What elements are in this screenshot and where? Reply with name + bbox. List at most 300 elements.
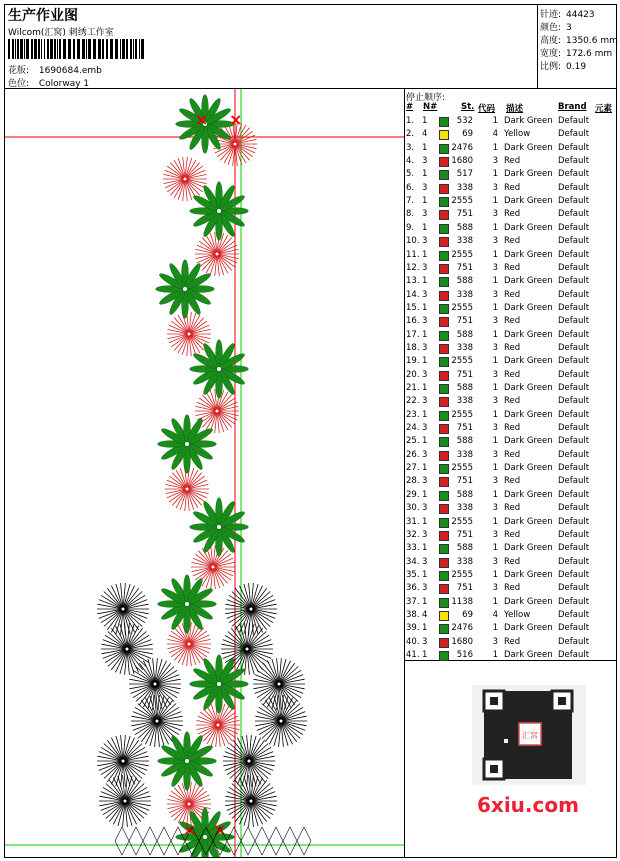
barcode-bar [12, 39, 14, 59]
page-title: 生产作业图 [8, 8, 78, 24]
barcode-bar [120, 39, 121, 59]
design-file-value: 1690684.emb [38, 66, 102, 76]
row-needle: 4 [422, 129, 428, 140]
col-index: # [406, 102, 414, 112]
color-swatch [439, 611, 449, 621]
row-needle: 3 [422, 583, 428, 594]
red-x-mark: × [183, 820, 197, 839]
spec-value: 1350.6 mm [566, 36, 618, 46]
row-code: 1 [492, 302, 498, 313]
row-brand: Default [558, 463, 590, 474]
row-description: Dark Green [504, 463, 553, 474]
row-brand: Default [558, 342, 590, 353]
row-stitches: 338 [456, 342, 473, 353]
row-description: Red [504, 449, 521, 460]
company-name: Wilcom(汇窝) 刺绣工作室 [8, 28, 114, 38]
barcode-bar [54, 39, 56, 59]
row-brand: Default [558, 316, 590, 327]
row-code: 4 [492, 129, 498, 140]
embroidery-design-drawing [5, 89, 404, 857]
barcode-bar [110, 39, 113, 59]
row-needle: 4 [422, 609, 428, 620]
row-index: 6. [406, 182, 415, 193]
row-needle: 3 [422, 342, 428, 353]
row-description: Dark Green [504, 489, 553, 500]
row-code: 3 [492, 529, 498, 540]
color-swatch [439, 624, 449, 634]
row-stitches: 2476 [451, 623, 473, 634]
green-leaf-flower [190, 498, 249, 557]
stop-list-row [405, 355, 616, 368]
row-code: 1 [492, 463, 498, 474]
row-code: 1 [492, 650, 498, 660]
row-brand: Default [558, 383, 590, 393]
stop-list-row [405, 502, 616, 515]
row-needle: 3 [422, 423, 428, 434]
barcode-bar [88, 39, 91, 59]
barcode-bar [17, 39, 19, 59]
row-description: Red [504, 636, 521, 647]
row-brand: Default [558, 116, 590, 126]
stop-list-header [405, 102, 616, 114]
row-description: Red [504, 529, 521, 540]
row-brand: Default [558, 583, 590, 594]
row-brand: Default [558, 196, 590, 207]
row-index: 22. [406, 396, 420, 407]
color-swatch [439, 598, 449, 608]
row-brand: Default [558, 182, 590, 193]
row-stitches: 751 [456, 583, 473, 594]
row-index: 21. [406, 383, 420, 393]
row-code: 1 [492, 543, 498, 554]
red-x-mark: × [229, 110, 243, 129]
green-leaf-flower [190, 340, 249, 399]
row-needle: 1 [422, 356, 428, 367]
stop-list-row [405, 155, 616, 168]
color-swatch [439, 558, 449, 568]
row-stitches: 2555 [451, 356, 473, 367]
row-needle: 1 [422, 623, 428, 634]
row-code: 3 [492, 556, 498, 567]
col-brand: Brand [558, 102, 587, 112]
row-description: Dark Green [504, 596, 553, 607]
barcode-bar [50, 39, 53, 59]
row-index: 39. [406, 623, 420, 634]
row-code: 3 [492, 156, 498, 167]
row-description: Red [504, 156, 521, 167]
row-index: 2. [406, 129, 415, 140]
stop-list-row [405, 128, 616, 141]
barcode-bar [73, 39, 75, 59]
stop-list-row [405, 516, 616, 529]
row-stitches: 751 [456, 209, 473, 220]
barcode-bar [24, 39, 25, 59]
stop-list-row [405, 182, 616, 195]
row-code: 3 [492, 476, 498, 487]
colorway-value: Colorway 1 [38, 79, 90, 89]
row-index: 38. [406, 609, 420, 620]
row-brand: Default [558, 209, 590, 220]
row-code: 3 [492, 583, 498, 594]
col-stitches: St. [461, 102, 475, 112]
row-needle: 1 [422, 222, 428, 233]
color-swatch [439, 304, 449, 314]
barcode-bar [44, 39, 45, 59]
row-brand: Default [558, 503, 590, 514]
row-code: 3 [492, 342, 498, 353]
green-leaf-flower [190, 182, 249, 241]
row-brand: Default [558, 529, 590, 540]
color-swatch [439, 651, 449, 661]
stop-list-row [405, 115, 616, 128]
row-brand: Default [558, 623, 590, 634]
row-stitches: 751 [456, 262, 473, 273]
row-needle: 1 [422, 249, 428, 260]
row-brand: Default [558, 636, 590, 647]
row-index: 26. [406, 449, 420, 460]
row-stitches: 751 [456, 369, 473, 380]
spec-value: 0.19 [566, 62, 587, 72]
row-brand: Default [558, 516, 590, 527]
row-description: Red [504, 423, 521, 434]
barcode-bar [133, 39, 134, 59]
row-needle: 1 [422, 116, 428, 126]
spec-label: 高度: [540, 36, 562, 46]
red-starburst [165, 467, 209, 511]
row-code: 1 [492, 596, 498, 607]
color-swatch [439, 424, 449, 434]
color-swatch [439, 251, 449, 261]
stop-list-row [405, 142, 616, 155]
stop-list-row [405, 596, 616, 609]
col-description: 描述 [506, 104, 524, 114]
row-code: 1 [492, 276, 498, 287]
stop-list-row [405, 556, 616, 569]
barcode-bar [86, 39, 87, 59]
row-description: Red [504, 396, 521, 407]
row-brand: Default [558, 556, 590, 567]
row-description: Dark Green [504, 222, 553, 233]
row-index: 16. [406, 316, 420, 327]
row-description: Dark Green [504, 116, 553, 126]
row-stitches: 1680 [451, 156, 473, 167]
row-brand: Default [558, 169, 590, 180]
row-index: 11. [406, 249, 420, 260]
row-stitches: 751 [456, 476, 473, 487]
red-x-mark: × [213, 820, 227, 839]
row-description: Red [504, 236, 521, 247]
row-stitches: 2476 [451, 142, 473, 153]
row-description: Red [504, 262, 521, 273]
color-swatch [439, 504, 449, 514]
row-description: Red [504, 369, 521, 380]
row-stitches: 338 [456, 236, 473, 247]
stop-list-row [405, 395, 616, 408]
embroidery-preview [5, 89, 405, 857]
row-brand: Default [558, 396, 590, 407]
color-swatch [439, 344, 449, 354]
row-stitches: 338 [456, 396, 473, 407]
row-code: 1 [492, 249, 498, 260]
row-needle: 1 [422, 543, 428, 554]
row-index: 17. [406, 329, 420, 340]
stop-list-row [405, 542, 616, 555]
row-stitches: 69 [462, 129, 473, 140]
spec-label: 颜色: [540, 23, 562, 33]
row-needle: 3 [422, 289, 428, 300]
row-index: 4. [406, 156, 415, 167]
row-needle: 1 [422, 596, 428, 607]
row-brand: Default [558, 276, 590, 287]
row-brand: Default [558, 596, 590, 607]
row-description: Dark Green [504, 543, 553, 554]
row-brand: Default [558, 409, 590, 420]
embroidery-motifs [97, 95, 311, 857]
stop-list-row [405, 529, 616, 542]
color-swatch [439, 264, 449, 274]
spec-label: 宽度: [540, 49, 562, 59]
row-brand: Default [558, 156, 590, 167]
row-index: 29. [406, 489, 420, 500]
barcode-bar [139, 39, 140, 59]
row-description: Yellow [504, 129, 531, 140]
row-description: Dark Green [504, 383, 553, 393]
barcode-bar [130, 39, 132, 59]
row-code: 1 [492, 623, 498, 634]
row-code: 1 [492, 409, 498, 420]
row-index: 41. [406, 650, 420, 660]
color-swatch [439, 317, 449, 327]
col-element: 元素 [595, 104, 613, 114]
row-brand: Default [558, 489, 590, 500]
barcode-bar [126, 39, 128, 59]
row-index: 20. [406, 369, 420, 380]
stop-sequence-list [405, 89, 616, 661]
color-swatch [439, 184, 449, 194]
row-stitches: 751 [456, 529, 473, 540]
row-needle: 1 [422, 329, 428, 340]
row-description: Dark Green [504, 436, 553, 447]
stop-list-row [405, 315, 616, 328]
stop-list-row [405, 582, 616, 595]
row-stitches: 588 [456, 329, 473, 340]
row-stitches: 1138 [451, 596, 473, 607]
color-swatch [439, 411, 449, 421]
stop-list-row [405, 462, 616, 475]
row-index: 1. [406, 116, 415, 126]
row-description: Dark Green [504, 329, 553, 340]
production-worksheet [4, 4, 617, 858]
row-description: Dark Green [504, 650, 553, 660]
header-info [5, 5, 538, 89]
stop-list-row [405, 382, 616, 395]
row-description: Dark Green [504, 142, 553, 153]
row-needle: 1 [422, 516, 428, 527]
spec-label: 针迹: [540, 10, 562, 20]
row-stitches: 2555 [451, 516, 473, 527]
barcode-bar [77, 39, 80, 59]
color-swatch [439, 331, 449, 341]
row-index: 32. [406, 529, 420, 540]
stop-list-title: 停止顺序: [406, 93, 446, 103]
row-brand: Default [558, 476, 590, 487]
row-description: Red [504, 289, 521, 300]
row-needle: 3 [422, 316, 428, 327]
row-stitches: 2555 [451, 302, 473, 313]
spec-colors [540, 20, 572, 33]
row-code: 1 [492, 222, 498, 233]
stop-list-row [405, 222, 616, 235]
row-brand: Default [558, 142, 590, 153]
barcode-bar [34, 39, 37, 59]
stop-list-row [405, 435, 616, 448]
red-x-mark: × [195, 110, 209, 129]
row-code: 1 [492, 142, 498, 153]
row-code: 1 [492, 489, 498, 500]
barcode [8, 39, 144, 59]
row-index: 9. [406, 222, 415, 233]
stop-list-row [405, 302, 616, 315]
color-swatch [439, 384, 449, 394]
row-index: 28. [406, 476, 420, 487]
row-index: 19. [406, 356, 420, 367]
row-stitches: 751 [456, 316, 473, 327]
row-code: 3 [492, 636, 498, 647]
stop-list-row [405, 369, 616, 382]
color-swatch [439, 170, 449, 180]
color-swatch [439, 144, 449, 154]
row-brand: Default [558, 302, 590, 313]
color-swatch [439, 544, 449, 554]
row-brand: Default [558, 129, 590, 140]
row-needle: 1 [422, 169, 428, 180]
row-code: 3 [492, 449, 498, 460]
row-needle: 3 [422, 636, 428, 647]
row-description: Dark Green [504, 276, 553, 287]
spec-value: 3 [566, 23, 572, 33]
row-code: 1 [492, 169, 498, 180]
row-needle: 1 [422, 650, 428, 660]
row-description: Red [504, 342, 521, 353]
row-stitches: 751 [456, 423, 473, 434]
row-stitches: 588 [456, 489, 473, 500]
row-needle: 3 [422, 262, 428, 273]
row-brand: Default [558, 569, 590, 580]
row-needle: 3 [422, 156, 428, 167]
row-description: Dark Green [504, 516, 553, 527]
row-brand: Default [558, 609, 590, 620]
row-description: Dark Green [504, 356, 553, 367]
row-stitches: 2555 [451, 196, 473, 207]
stop-list-row [405, 342, 616, 355]
color-swatch [439, 237, 449, 247]
row-needle: 1 [422, 489, 428, 500]
seal-text: 汇窝 [522, 731, 538, 740]
row-code: 3 [492, 262, 498, 273]
row-index: 14. [406, 289, 420, 300]
row-needle: 3 [422, 236, 428, 247]
color-swatch [439, 584, 449, 594]
row-stitches: 2555 [451, 409, 473, 420]
row-code: 1 [492, 436, 498, 447]
color-swatch [439, 277, 449, 287]
color-swatch [439, 437, 449, 447]
row-needle: 1 [422, 302, 428, 313]
color-swatch [439, 477, 449, 487]
black-starburst [101, 623, 153, 675]
barcode-bar [15, 39, 16, 59]
row-index: 30. [406, 503, 420, 514]
row-needle: 1 [422, 276, 428, 287]
col-code: 代码 [478, 104, 496, 114]
barcode-bar [115, 39, 118, 59]
row-code: 3 [492, 182, 498, 193]
barcode-bar [102, 39, 104, 59]
row-code: 1 [492, 516, 498, 527]
row-code: 1 [492, 196, 498, 207]
row-stitches: 588 [456, 543, 473, 554]
color-swatch [439, 371, 449, 381]
green-leaf-flower [158, 415, 217, 474]
row-stitches: 588 [456, 222, 473, 233]
stop-list-row [405, 569, 616, 582]
row-description: Dark Green [504, 196, 553, 207]
stop-list-row [405, 168, 616, 181]
row-description: Red [504, 182, 521, 193]
row-description: Dark Green [504, 623, 553, 634]
row-description: Dark Green [504, 169, 553, 180]
row-brand: Default [558, 289, 590, 300]
color-swatch [439, 518, 449, 528]
row-brand: Default [558, 436, 590, 447]
black-starburst [97, 583, 149, 635]
row-code: 3 [492, 396, 498, 407]
color-swatch [439, 451, 449, 461]
design-file-row [8, 63, 102, 76]
row-stitches: 69 [462, 609, 473, 620]
row-description: Dark Green [504, 409, 553, 420]
barcode-bar [38, 39, 40, 59]
row-stitches: 588 [456, 436, 473, 447]
row-brand: Default [558, 369, 590, 380]
barcode-bar [68, 39, 71, 59]
row-code: 1 [492, 356, 498, 367]
color-swatch [439, 531, 449, 541]
row-index: 34. [406, 556, 420, 567]
row-brand: Default [558, 236, 590, 247]
barcode-bar [82, 39, 85, 59]
row-brand: Default [558, 329, 590, 340]
barcode-bar [122, 39, 125, 59]
row-stitches: 2555 [451, 249, 473, 260]
spec-scale [540, 59, 586, 72]
stop-list-row [405, 422, 616, 435]
row-needle: 3 [422, 369, 428, 380]
barcode-bar [31, 39, 33, 59]
row-code: 3 [492, 369, 498, 380]
row-needle: 3 [422, 209, 428, 220]
row-needle: 3 [422, 449, 428, 460]
row-index: 10. [406, 236, 420, 247]
barcode-bar [98, 39, 101, 59]
row-brand: Default [558, 423, 590, 434]
col-needle: N# [423, 102, 438, 112]
stop-list-row [405, 622, 616, 635]
row-index: 8. [406, 209, 415, 220]
spec-value: 44423 [566, 10, 595, 20]
row-brand: Default [558, 222, 590, 233]
stop-list-row [405, 329, 616, 342]
